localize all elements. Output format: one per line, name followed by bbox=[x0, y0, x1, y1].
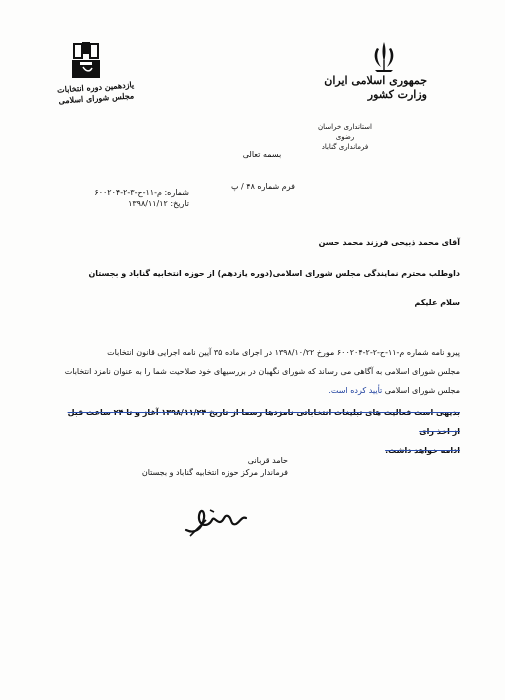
signatory-title: فرماندار مرکز حوزه انتخابیه گناباد و بجستان bbox=[141, 468, 288, 477]
paragraph-2-line-2: ادامه خواهد داشت. bbox=[385, 446, 460, 455]
paragraph-2 bbox=[60, 403, 460, 460]
governorate-line-3: فرمانداری گناباد bbox=[321, 143, 369, 151]
reference-block bbox=[64, 187, 189, 209]
ministry-title-line-2: وزارت کشور bbox=[367, 88, 427, 101]
signatory-block bbox=[128, 455, 288, 479]
governorate-line-2: رضوی bbox=[335, 133, 355, 141]
paragraph-1-line-2: مجلس شورای اسلامی به آگاهی می رساند که شورای نگهبان در بررسیهای خود صلاحیت شما را به عنوان نامزد انتخابات bbox=[64, 367, 460, 376]
signature-icon bbox=[180, 500, 250, 540]
election-logo-line-1: یازدهمین دوره انتخابات bbox=[56, 79, 135, 95]
ministry-title-line-1: جمهوری اسلامی ایران bbox=[324, 74, 427, 87]
ministry-title bbox=[317, 74, 427, 102]
reference-number: شماره: م-۱۱-ح-۳-۲-۶۰۰۲۰۴ bbox=[94, 188, 189, 197]
signatory-name: حامد قربانی bbox=[247, 456, 288, 465]
election-logo-icon bbox=[68, 40, 104, 82]
addressee: آقای محمد ذبیحی فرزند محمد حسن bbox=[318, 238, 460, 247]
greeting: سلام علیکم bbox=[414, 298, 460, 307]
election-logo-line-2: مجلس شورای اسلامی bbox=[58, 90, 135, 106]
form-number: فرم شماره ۴۸ / پ bbox=[230, 182, 295, 191]
governorate-lines bbox=[295, 122, 395, 152]
paragraph-1-line-1: پیرو نامه شماره م-۱۱-ح-۲-۲-۶۰۰۲۰۴ مورخ ۱۳۹۸/۱۰/۲۲ در اجرای ماده ۳۵ آیین نامه اجرایی قانون انتخابات bbox=[107, 348, 460, 357]
opening-phrase: بسمه تعالی bbox=[242, 150, 282, 159]
paragraph-1 bbox=[60, 343, 460, 400]
iran-emblem-icon bbox=[371, 40, 397, 74]
candidate-line: داوطلب محترم نمایندگی مجلس شورای اسلامی(دوره یازدهم) از حوزه انتخابیه گناباد و بجستان bbox=[88, 269, 460, 278]
reference-date: تاریخ: ۱۳۹۸/۱۱/۱۲ bbox=[128, 199, 189, 208]
paragraph-2-line-1: بدیهی است فعالیت های تبلیغات انتخاباتی نامزدها رسما از تاریخ ۱۳۹۸/۱۱/۲۴ آغاز و تا ۲۴ ساعت قبل از اخذ رای bbox=[67, 408, 460, 436]
paragraph-1-line-3-text: مجلس شورای اسلامی bbox=[384, 386, 460, 395]
paragraph-1-line-3 bbox=[60, 381, 460, 400]
governorate-line-1: استانداری خراسان bbox=[318, 123, 372, 131]
election-logo-text bbox=[55, 79, 136, 107]
approval-text: تأیید کرده است. bbox=[328, 386, 383, 395]
